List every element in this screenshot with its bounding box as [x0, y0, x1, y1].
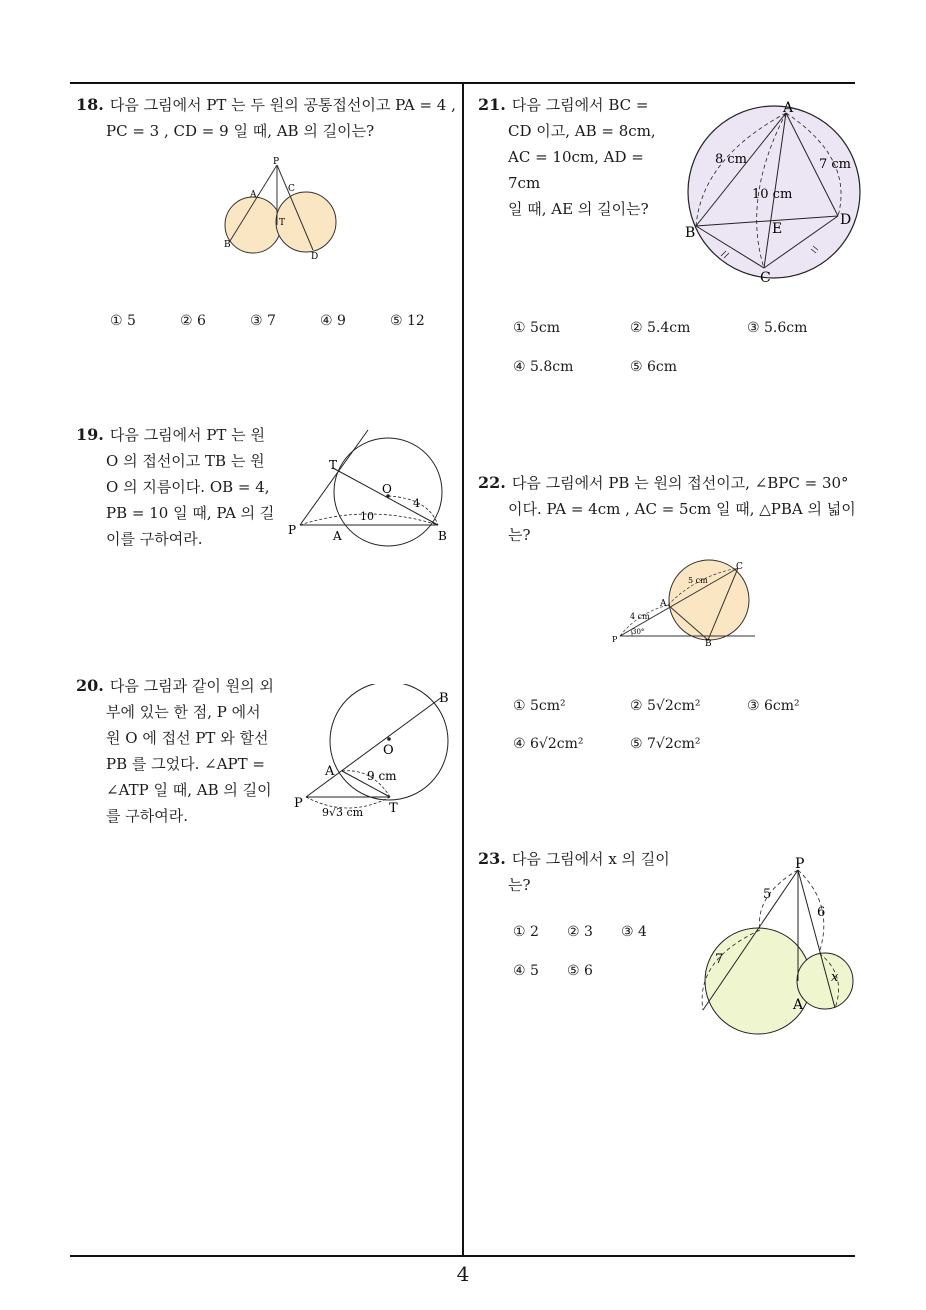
q19-label-o: O [382, 482, 392, 496]
choice-4[interactable]: ④ 6√2cm² [513, 736, 584, 752]
q21-label-a: A [783, 100, 794, 116]
question-text-line1: 다음 그림에서 PB 는 원의 접선이고, ∠BPC = 30° [511, 474, 849, 492]
q18-label-p: P [273, 157, 280, 167]
choice-3[interactable]: ③ 7 [250, 313, 276, 329]
choice-3[interactable]: ③ 4 [621, 924, 647, 940]
question-text-line6: 를 구하여라. [106, 807, 188, 825]
choice-1[interactable]: ① 5 [110, 313, 136, 329]
question-text-line3: O 의 지름이다. OB = 4, [106, 478, 270, 496]
choice-3[interactable]: ③ 6cm² [747, 698, 800, 714]
question-text-line1: 다음 그림과 같이 원의 외 [109, 677, 274, 695]
question-text-line4: 일 때, AE 의 길이는? [508, 200, 649, 218]
q18-label-a: A [250, 190, 257, 200]
q22-label-a: A [660, 599, 667, 609]
q23-label-6: 6 [817, 905, 826, 920]
column-divider [462, 82, 464, 1257]
question-text-line2: CD 이고, AB = 8cm, [508, 122, 656, 140]
q22-figure [608, 558, 758, 648]
page-number: 4 [456, 1262, 470, 1286]
question-text-line2: 는? [508, 876, 531, 894]
question-text-line1: 다음 그림에서 BC = [511, 96, 649, 114]
q19-label-10: 10 [360, 510, 374, 523]
q18-label-t: T [279, 218, 286, 228]
question-text-line1: 다음 그림에서 PT 는 두 원의 공통접선이고 PA = 4 , [109, 96, 456, 114]
question-text-line2: 부에 있는 한 점, P 에서 [106, 703, 261, 721]
q20-label-t: T [389, 801, 398, 816]
q20-label-a: A [325, 764, 335, 779]
question-text-line4: PB = 10 일 때, PA 의 길 [106, 504, 275, 522]
question-text-line5: 이를 구하여라. [106, 530, 203, 548]
q23-label-7: 7 [715, 952, 724, 967]
q21-label-c: C [760, 270, 771, 286]
q23-label-5: 5 [763, 887, 772, 902]
choice-4[interactable]: ④ 5 [513, 963, 539, 979]
choice-2[interactable]: ② 5√2cm² [630, 698, 701, 714]
q23-figure [685, 850, 860, 1040]
choice-2[interactable]: ② 3 [567, 924, 593, 940]
q22-label-4cm: 4 cm [630, 612, 650, 621]
question-text-line1: 다음 그림에서 PT 는 원 [109, 426, 265, 444]
q20-label-p: P [294, 796, 303, 811]
q18-label-b: B [224, 240, 231, 250]
q23-label-p: P [795, 856, 805, 872]
q21-label-b: B [685, 225, 696, 241]
q20-label-b: B [439, 691, 449, 706]
q19-label-b: B [438, 529, 447, 543]
q21-label-8cm: 8 cm [715, 152, 748, 167]
q21-label-10cm: 10 cm [752, 187, 793, 202]
choice-4[interactable]: ④ 9 [320, 313, 346, 329]
choice-5[interactable]: ⑤ 7√2cm² [630, 736, 701, 752]
question-number: 18. [76, 95, 104, 114]
question-20 [76, 673, 276, 829]
q19-label-4: 4 [413, 497, 420, 510]
question-text-line3: 는? [508, 526, 531, 544]
question-number: 23. [478, 849, 506, 868]
question-18 [76, 92, 458, 144]
q22-label-b: B [705, 639, 712, 648]
choice-1[interactable]: ① 2 [513, 924, 539, 940]
q20-label-o: O [383, 743, 394, 758]
question-text-line3: AC = 10cm, AD = 7cm [508, 148, 644, 192]
q21-label-7cm: 7 cm [819, 157, 852, 172]
question-text-line5: ∠ATP 일 때, AB 의 길이 [106, 781, 272, 799]
choice-5[interactable]: ⑤ 6cm [630, 359, 678, 375]
question-number: 21. [478, 95, 506, 114]
question-text-line2: 이다. PA = 4cm , AC = 5cm 일 때, △PBA 의 넓이 [508, 500, 856, 518]
q21-label-e: E [772, 221, 783, 237]
q20-figure [292, 684, 462, 824]
q22-label-5cm: 5 cm [688, 576, 708, 585]
q19-label-a: A [333, 529, 342, 543]
q22-label-30: 30° [632, 628, 645, 636]
choice-5[interactable]: ⑤ 12 [390, 313, 425, 329]
question-number: 19. [76, 425, 104, 444]
question-text-line2: O 의 접선이고 TB 는 원 [106, 452, 265, 470]
q18-figure [218, 155, 358, 265]
q18-label-d: D [311, 252, 319, 262]
q19-figure [288, 428, 458, 548]
q21-label-d: D [840, 212, 852, 228]
choice-1[interactable]: ① 5cm [513, 320, 561, 336]
q21-figure [682, 98, 862, 288]
choice-3[interactable]: ③ 5.6cm [747, 320, 808, 336]
question-number: 20. [76, 676, 104, 695]
q20-label-9cm: 9 cm [367, 769, 397, 783]
q22-label-p: P [612, 635, 618, 644]
choice-4[interactable]: ④ 5.8cm [513, 359, 574, 375]
q19-label-t: T [329, 458, 338, 472]
question-text-line1: 다음 그림에서 x 의 길이 [511, 850, 670, 868]
q22-label-c: C [736, 562, 743, 572]
question-22 [478, 470, 860, 548]
q20-label-pt: 9√3 cm [322, 806, 364, 819]
question-number: 22. [478, 473, 506, 492]
choice-5[interactable]: ⑤ 6 [567, 963, 593, 979]
q18-label-c: C [288, 184, 295, 194]
question-text-line3: 원 O 에 접선 PT 와 할선 [106, 729, 269, 747]
question-23 [478, 846, 678, 898]
question-text-line2: PC = 3 , CD = 9 일 때, AB 의 길이는? [106, 122, 375, 140]
choice-2[interactable]: ② 6 [180, 313, 206, 329]
q23-label-a: A [793, 997, 804, 1013]
q23-label-x: x [831, 970, 839, 985]
q19-label-p: P [288, 523, 297, 537]
choice-2[interactable]: ② 5.4cm [630, 320, 691, 336]
choice-1[interactable]: ① 5cm² [513, 698, 566, 714]
question-21 [478, 92, 678, 222]
question-19 [76, 422, 276, 552]
question-text-line4: PB 를 그었다. ∠APT = [106, 755, 265, 773]
